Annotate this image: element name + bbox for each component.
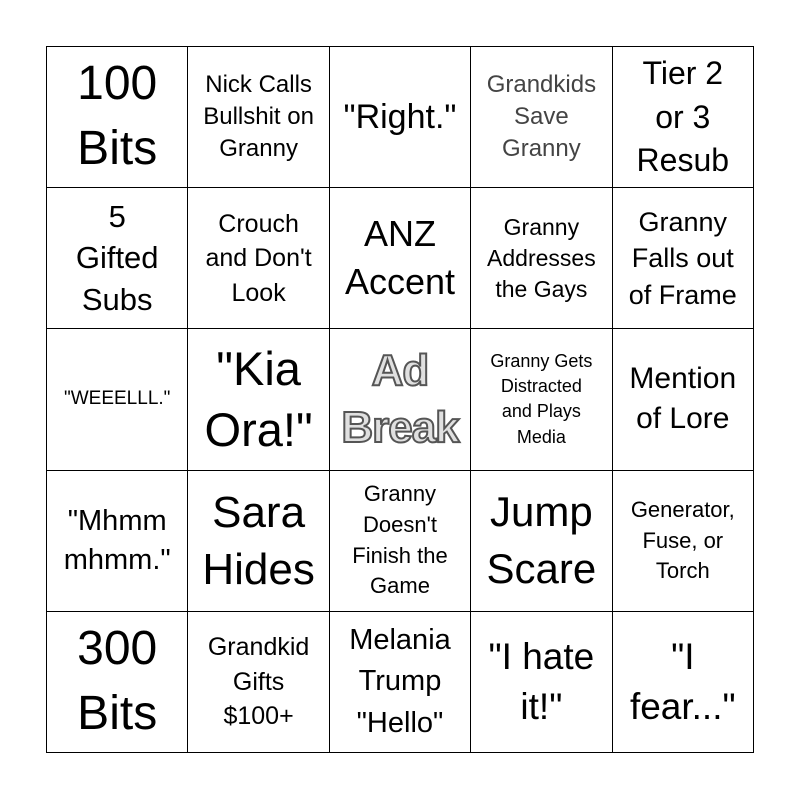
bingo-cell[interactable] bbox=[47, 47, 188, 188]
bingo-cell[interactable] bbox=[47, 612, 188, 753]
bingo-cell[interactable] bbox=[613, 471, 754, 612]
bingo-cell-text: Nick Calls Bullshit on Granny bbox=[203, 70, 314, 163]
bingo-cell-text: Ad Break bbox=[341, 346, 459, 453]
bingo-cell-text: Granny Falls out of Frame bbox=[628, 206, 737, 310]
bingo-cell-text: Grandkids Save Granny bbox=[486, 70, 597, 163]
bingo-cell-text: Granny Doesn't Finish the Game bbox=[352, 481, 448, 599]
bingo-cell[interactable] bbox=[47, 329, 188, 470]
bingo-board bbox=[46, 46, 754, 753]
bingo-cell-text: "I fear..." bbox=[629, 635, 736, 727]
bingo-cell-text: "Kia Ora!" bbox=[204, 342, 313, 457]
bingo-cell[interactable] bbox=[47, 188, 188, 329]
bingo-cell-text: Tier 2 or 3 Resub bbox=[636, 55, 730, 178]
bingo-cell[interactable] bbox=[613, 612, 754, 753]
bingo-cell[interactable] bbox=[471, 47, 612, 188]
bingo-cell-text: Grandkid Gifts $100+ bbox=[207, 633, 310, 731]
bingo-cell-text: Crouch and Don't Look bbox=[205, 209, 312, 307]
bingo-cell[interactable] bbox=[330, 471, 471, 612]
bingo-cell[interactable] bbox=[47, 471, 188, 612]
bingo-cell[interactable] bbox=[188, 47, 329, 188]
bingo-cell-text: "Right." bbox=[343, 98, 457, 136]
bingo-cell-text: Mention of Lore bbox=[629, 361, 737, 436]
bingo-cell-text: Granny Addresses the Gays bbox=[487, 213, 596, 302]
bingo-cell[interactable] bbox=[613, 47, 754, 188]
bingo-cell-text: Melania Trump "Hello" bbox=[349, 623, 451, 739]
bingo-cell[interactable] bbox=[471, 329, 612, 470]
bingo-cell-text: 5 Gifted Subs bbox=[75, 198, 159, 318]
bingo-cell[interactable] bbox=[188, 471, 329, 612]
bingo-cell[interactable] bbox=[471, 612, 612, 753]
bingo-free-space[interactable] bbox=[330, 329, 471, 470]
bingo-cell-text: Granny Gets Distracted and Plays Media bbox=[490, 351, 593, 447]
bingo-cell[interactable] bbox=[330, 47, 471, 188]
bingo-cell[interactable] bbox=[613, 329, 754, 470]
bingo-cell[interactable] bbox=[613, 188, 754, 329]
bingo-cell[interactable] bbox=[188, 329, 329, 470]
bingo-cell-text: ANZ Accent bbox=[344, 212, 456, 303]
bingo-cell-text: 300 Bits bbox=[77, 622, 158, 740]
bingo-cell[interactable] bbox=[471, 471, 612, 612]
bingo-cell[interactable] bbox=[188, 188, 329, 329]
bingo-cell-text: Sara Hides bbox=[202, 487, 315, 594]
bingo-cell-text: "WEEELLL." bbox=[63, 388, 171, 410]
bingo-cell-text: Generator, Fuse, or Torch bbox=[630, 497, 735, 583]
bingo-cell[interactable] bbox=[330, 612, 471, 753]
bingo-cell[interactable] bbox=[330, 188, 471, 329]
bingo-cell[interactable] bbox=[471, 188, 612, 329]
bingo-cell-text: "Mhmm mhmm." bbox=[63, 504, 171, 576]
bingo-cell[interactable] bbox=[188, 612, 329, 753]
bingo-cell-text: 100 Bits bbox=[77, 57, 158, 176]
bingo-cell-text: "I hate it!" bbox=[488, 635, 595, 727]
bingo-cell-text: Jump Scare bbox=[486, 488, 597, 592]
